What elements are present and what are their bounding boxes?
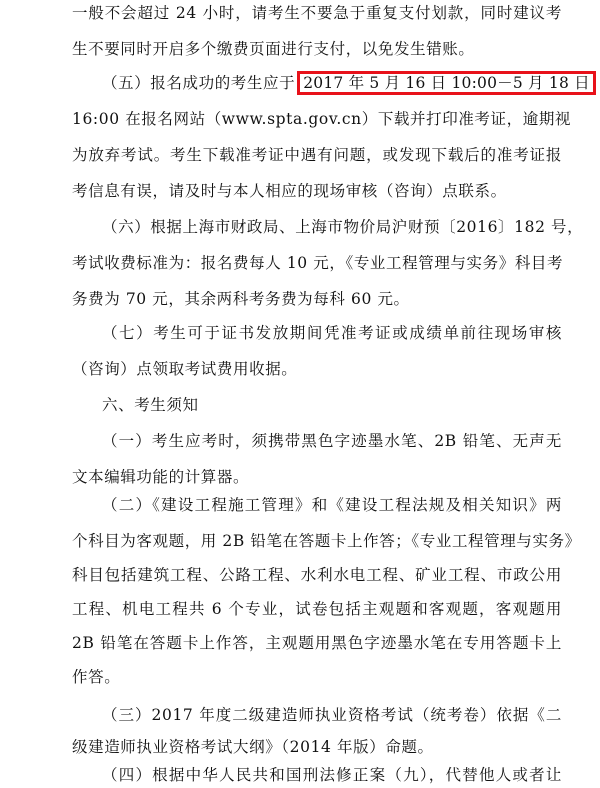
text-line-13: （一）考生应考时，须携带黑色字迹墨水笔、2B 铅笔、无声无 (102, 432, 562, 450)
text-line-23: （四）根据中华人民共和国刑法修正案（九），代替他人或者让 (102, 766, 562, 784)
text-line-17: 科目包括建筑工程、公路工程、水利水电工程、矿业工程、市政公用 (72, 566, 562, 584)
text-line-3 (102, 72, 600, 94)
text-line-18: 工程、机电工程共 6 个专业，试卷包括主观题和客观题，客观题用 (72, 600, 562, 618)
text-line-5: 为放弃考试。考生下载准考证中遇有问题，或发现下载后的准考证报 (72, 146, 562, 164)
text-line-22: 级建造师执业资格考试大纲》（2014 年版）命题。 (72, 738, 434, 756)
text-line-7: （六）根据上海市财政局、上海市物价局沪财预〔2016〕182 号， (102, 218, 584, 236)
text-line-4: 16:00 在报名网站（www.spta.gov.cn）下载并打印准考证，逾期视 (72, 110, 572, 128)
text-line-14: 文本编辑功能的计算器。 (72, 468, 250, 486)
text-line-1: 一般不会超过 24 小时，请考生不要急于重复支付划款，同时建议考 (72, 4, 562, 22)
text-line-16: 个科目为客观题，用 2B 铅笔在答题卡上作答；《专业工程管理与实务》 (72, 532, 581, 550)
text-line-9: 务费为 70 元，其余两科考务费为每科 60 元。 (72, 290, 410, 308)
text-line-11: （咨询）点领取考试费用收据。 (72, 360, 298, 378)
text-line-19: 2B 铅笔在答题卡上作答，主观题用黑色字迹墨水笔在专用答题卡上 (72, 634, 562, 652)
text-line-15: （二）《建设工程施工管理》和《建设工程法规及相关知识》两 (102, 496, 562, 514)
text-line-3-lead: （五）报名成功的考生应于 (102, 74, 296, 92)
text-line-10: （七）考生可于证书发放期间凭准考证或成绩单前往现场审核 (102, 324, 562, 342)
section-heading-notice: 六、考生须知 (102, 396, 199, 414)
text-line-20: 作答。 (72, 668, 121, 686)
highlighted-date-range: 2017 年 5 月 16 日 10:00－5 月 18 日 (297, 71, 596, 95)
text-line-2: 生不要同时开启多个缴费页面进行支付，以免发生错账。 (72, 40, 475, 58)
text-line-6: 考信息有误，请及时与本人相应的现场审核（咨询）点联系。 (72, 182, 507, 200)
text-line-21: （三）2017 年度二级建造师执业资格考试（统考卷）依据《二 (102, 706, 562, 724)
text-line-8: 考试收费标准为：报名费每人 10 元，《专业工程管理与实务》科目考 (72, 254, 564, 272)
